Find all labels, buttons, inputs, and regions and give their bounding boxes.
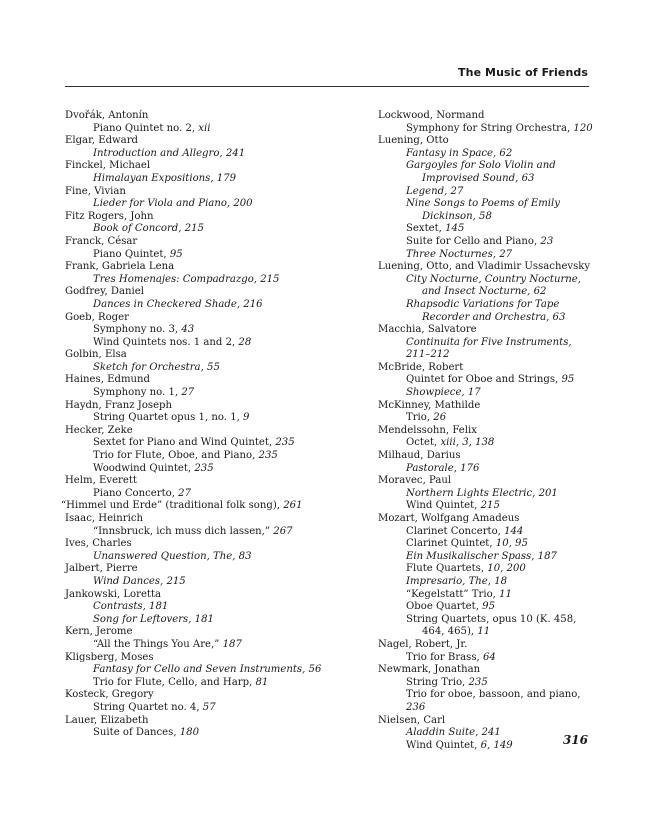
entry-name: Haydn, Franz Joseph [65,399,173,411]
subentry [65,664,325,677]
subentry [378,198,593,223]
entry-heading [378,110,593,123]
work-title: String Quartet no. 4, [93,701,200,713]
index-column-right [378,110,593,752]
entry-name: McBride, Robert [378,361,464,373]
page-ref: 95 [169,248,183,260]
entry-heading [65,374,325,387]
page-ref: 200 [233,198,253,210]
index-entry [65,312,325,350]
index-entry [65,261,325,286]
subentry [378,437,593,450]
work-title: Wind Dances, [93,575,164,587]
subentry [65,614,325,627]
index-entry [65,475,325,500]
page-ref: 215 [184,223,204,235]
entry-heading [65,715,325,728]
subentry [65,299,325,312]
subentry [65,274,325,287]
entry-name: Frank, Gabriela Lena [65,261,175,273]
entry-name: Isaac, Heinrich [65,513,143,524]
subentry [378,500,593,513]
work-title: Piano Quintet, [93,248,167,260]
page-ref: 179 [216,172,237,184]
work-title: Song for Leftovers, [93,613,192,625]
subentry [65,362,325,375]
work-title: String Trio, [406,676,466,688]
subentry [65,123,325,136]
entry-name: Nielsen, Carl [378,714,446,726]
subentry [378,274,593,299]
work-title: Quintet for Oboe and Strings, [406,374,559,386]
index-entry [378,400,593,425]
subentry [65,463,325,476]
index-entry [65,589,325,627]
entry-heading [65,400,325,413]
work-title: Fantasy in Space, [406,147,497,159]
work-title: Introduction and Allegro, [93,147,223,159]
work-title: Tres Homenajes: Compadrazgo, [93,273,257,285]
page-ref: 95 [561,374,575,386]
page-ref: 176 [460,462,480,474]
work-title: Piano Quintet no. 2, [93,122,196,134]
entry-name: Helm, Everett [65,475,137,487]
index-entry [65,374,325,399]
entry-name: Golbin, Elsa [65,349,127,361]
work-title: Fantasy for Cello and Seven Instruments, [93,664,306,676]
work-title: Clarinet Quintet, [406,538,493,550]
work-title: Ein Musikalischer Spass, [406,550,535,562]
subentry [65,387,325,400]
entry-heading [378,639,593,652]
entry-name: Godfrey, Daniel [65,286,144,298]
entry-heading [378,450,593,463]
subentry [378,387,593,400]
page-ref: 62 [499,147,513,159]
page-ref: 58 [479,210,492,222]
page-ref: 215 [480,500,500,512]
work-title: Impresario, The, [406,575,491,587]
index-entry [378,110,593,135]
page-ref: 27 [178,487,191,499]
index-entry [65,160,325,185]
work-title: Trio for Brass, [406,651,480,663]
work-title: Wind Quintet, [406,739,478,751]
subentry [378,186,593,199]
subentry [65,173,325,186]
subentry [65,639,325,652]
entry-name: “Himmel und Erde” (traditional folk song), [61,500,280,512]
entry-name: Lauer, Elizabeth [65,714,149,726]
page-ref: 144 [504,525,524,537]
entry-name: Mozart, Wolfgang Amadeus [378,513,520,524]
page-ref: 215 [166,575,186,587]
entry-name: Fitz Rogers, John [65,210,154,222]
subentry [378,551,593,564]
entry-heading [65,689,325,702]
subentry [378,488,593,501]
entry-name: Haines, Edmund [65,374,150,386]
subentry [378,463,593,476]
work-title: Continuita for Five Instruments, [406,336,572,348]
entry-pages: 261 [283,500,303,512]
subentry [65,450,325,463]
entry-heading [378,664,593,677]
entry-heading [65,626,325,639]
work-title: Book of Concord, [93,223,182,235]
work-title: Sextet for Piano and Wind Quintet, [93,437,273,449]
page-ref: 64 [482,651,496,663]
subentry [65,601,325,614]
subentry [65,337,325,350]
subentry [378,727,593,740]
page-ref: 201 [538,487,558,499]
entry-name: Lockwood, Normand [378,110,485,121]
subentry [378,412,593,425]
work-title: String Quartets, opus 10 (K. 458, 464, 465), [406,613,577,638]
subentry [378,299,593,324]
index-entry [65,349,325,374]
subentry [378,740,593,753]
work-title: City Nocturne, Country Nocturne, and Insect Nocturne, [406,273,581,298]
subentry [378,148,593,161]
page-ref: 235 [468,676,488,688]
entry-name: Hecker, Zeke [65,424,133,436]
subentry [378,223,593,236]
subentry [378,601,593,614]
entry-heading [378,425,593,438]
index-entry [65,286,325,311]
entry-name: Milhaud, Darius [378,450,461,462]
page-ref: 180 [179,727,200,739]
page-ref: 236 [406,701,426,713]
index-entry [65,538,325,563]
work-title: “All the Things You Are,” [93,638,220,650]
work-title: Wind Quintet, [406,500,478,512]
running-head: The Music of Friends [458,66,588,79]
subentry [378,123,593,136]
subentry [378,652,593,665]
page-ref: 10, 200 [487,563,526,575]
index-entry [65,110,325,135]
work-title: Trio for Flute, Cello, and Harp, [93,676,253,688]
page-ref: 43 [181,324,195,336]
work-title: Pastorale, [406,462,457,474]
entry-heading [65,135,325,148]
subentry [65,576,325,589]
entry-name: Kligsberg, Moses [65,651,154,663]
subentry [378,374,593,387]
work-title: String Quartet opus 1, no. 1, [93,412,240,424]
page-ref: 11 [499,588,512,600]
page-number: 316 [562,733,588,747]
work-title: Three Nocturnes, [406,248,497,260]
entry-name: Luening, Otto [378,135,449,147]
work-title: Piano Concerto, [93,487,175,499]
work-title: Clarinet Concerto, [406,525,501,537]
work-title: Woodwind Quintet, [93,462,192,474]
entry-heading [61,500,325,513]
subentry [378,677,593,690]
entry-name: Elgar, Edward [65,135,138,147]
entry-heading [65,110,325,123]
index-entry [378,450,593,475]
index-entry [378,715,593,753]
work-title: Trio for Flute, Oboe, and Piano, [93,450,256,462]
work-title: Sketch for Orchestra, [93,361,204,373]
page-ref: 63 [521,172,535,184]
page-ref: 10, 95 [495,538,528,550]
work-title: Rhapsodic Variations for Tape Recorder and Orchestra, [406,298,560,323]
page-ref: 11 [477,626,491,638]
page-ref: 241 [225,147,246,159]
subentry [65,412,325,425]
entry-name: Macchia, Salvatore [378,324,477,336]
entry-heading [378,135,593,148]
work-title: Northern Lights Electric, [406,487,536,499]
index-entry [378,362,593,400]
page-ref: 62 [533,286,547,298]
work-title: Sextet, [406,223,442,235]
work-title: Symphony no. 3, [93,324,179,336]
subentry [65,677,325,690]
work-title: “Innsbruck, ich muss dich lassen,” [93,525,271,537]
entry-heading [65,312,325,325]
entry-heading [65,538,325,551]
entry-heading [65,589,325,602]
subentry [378,337,593,362]
subentry [378,160,593,185]
subentry [65,437,325,450]
page-ref: 28 [238,336,252,348]
page-ref: xiii, 3, 138 [440,437,495,449]
entry-heading [65,286,325,299]
page-ref: 57 [202,701,216,713]
page-ref: 95 [482,601,495,613]
index-entry [378,135,593,261]
index-entry [65,689,325,714]
page-ref: 17 [467,387,481,399]
work-title: Symphony no. 1, [93,387,179,399]
entry-heading [378,513,593,526]
index-entry [61,500,325,513]
subentry [378,249,593,262]
entry-heading [65,425,325,438]
work-title: Flute Quartets, [406,563,485,575]
page-ref: 267 [273,525,293,537]
index-entry [65,513,325,538]
subentry [378,576,593,589]
subentry [65,148,325,161]
page-ref: 235 [275,437,295,449]
page-ref: 215 [260,273,280,285]
page-ref: 27 [450,185,464,197]
index-entry [65,652,325,690]
entry-heading [378,475,593,488]
page-ref: 83 [238,550,252,562]
entry-name: Franck, César [65,235,138,247]
entry-name: Kosteck, Gregory [65,689,154,701]
entry-name: Dvořák, Antonín [65,110,149,121]
subentry [65,324,325,337]
index-entry [65,186,325,211]
entry-heading [378,362,593,375]
work-title: Wind Quintets nos. 1 and 2, [93,336,236,348]
index-entry [378,261,593,324]
work-title: Legend, [406,185,448,197]
work-title: Aladdin Suite, [406,727,479,739]
entry-name: Moravec, Paul [378,475,452,487]
work-title: Trio, [406,412,431,424]
subentry [65,702,325,715]
subentry [65,488,325,501]
work-title: Showpiece, [406,387,465,399]
page-ref: 63 [552,311,566,323]
subentry [378,538,593,551]
entry-name: Jalbert, Pierre [65,563,138,575]
entry-heading [65,475,325,488]
entry-heading [378,261,593,274]
page-ref: 181 [194,613,214,625]
index-entry [378,664,593,714]
index-entry [65,425,325,475]
index-entry [65,715,325,740]
work-title: Symphony for String Orchestra, [406,122,571,134]
entry-heading [65,160,325,173]
work-title: Dances in Checkered Shade, [93,298,241,310]
index-entry [378,324,593,362]
entry-name: Luening, Otto, and Vladimir Ussachevsky [378,261,591,273]
entry-heading [378,400,593,413]
entry-heading [65,236,325,249]
work-title: Contrasts, [93,601,146,613]
subentry [65,526,325,539]
subentry [65,223,325,236]
page-ref: 81 [255,676,269,688]
subentry [65,198,325,211]
entry-name: Goeb, Roger [65,311,129,323]
index-entry [65,211,325,236]
entry-heading [65,652,325,665]
page-ref: 55 [207,361,220,373]
entry-heading [65,513,325,526]
index-entry [65,626,325,651]
subentry [378,614,593,639]
index-entry [65,236,325,261]
page-ref: 9 [243,412,250,424]
entry-heading [65,563,325,576]
page-ref: 145 [445,223,465,235]
page-ref: 235 [258,450,278,462]
header-rule [65,86,589,87]
subentry [378,589,593,602]
entry-name: Fine, Vivian [65,185,126,197]
subentry [378,689,593,714]
work-title: Himalayan Expositions, [93,172,214,184]
index-entry [65,400,325,425]
entry-heading [65,186,325,199]
page-ref: 211–212 [406,349,450,361]
entry-name: Nagel, Robert, Jr. [378,638,468,650]
page-ref: 18 [494,575,508,587]
index-entry [65,135,325,160]
subentry [378,236,593,249]
work-title: Gargoyles for Solo Violin and Improvised Sound, [406,160,556,184]
entry-name: McKinney, Mathilde [378,399,481,411]
subentry [65,249,325,262]
work-title: Nine Songs to Poems of Emily Dickinson, [406,198,560,222]
page-ref: 235 [194,462,214,474]
page-ref: 120 [573,122,593,134]
page-ref: 27 [499,248,513,260]
work-title: Octet, [406,437,438,449]
index-entry [378,475,593,513]
index-column-left [61,110,325,740]
page-ref: 6, 149 [480,739,513,751]
page-ref: 26 [433,412,447,424]
entry-heading [65,211,325,224]
entry-heading [378,715,593,728]
page-ref: 216 [243,298,263,310]
entry-name: Mendelssohn, Felix [378,424,477,436]
index-entry [378,425,593,450]
page-ref: 27 [181,387,195,399]
entry-heading [65,261,325,274]
index-entry [378,513,593,639]
work-title: Suite of Dances, [93,727,177,739]
work-title: Lieder for Viola and Piano, [93,198,231,210]
entry-name: Jankowski, Loretta [65,588,162,600]
subentry [65,727,325,740]
work-title: Oboe Quartet, [406,601,479,613]
page-ref: 241 [481,727,501,739]
entry-name: Kern, Jerome [65,626,133,638]
work-title: Suite for Cello and Piano, [406,235,538,247]
entry-name: Newmark, Jonathan [378,664,481,676]
page-ref: 181 [149,601,169,613]
page-ref: 187 [537,550,557,562]
page-ref: 56 [308,664,322,676]
page-ref: 187 [222,638,242,650]
entry-heading [378,324,593,337]
entry-name: Finckel, Michael [65,160,151,172]
subentry [378,563,593,576]
entry-name: Ives, Charles [65,538,132,550]
subentry [378,526,593,539]
work-title: Trio for oboe, bassoon, and piano, [406,689,581,701]
page-ref: xii [198,122,211,134]
work-title: “Kegelstatt” Trio, [406,588,496,600]
page-ref: 23 [540,235,554,247]
index-entry [378,639,593,664]
entry-heading [65,349,325,362]
index-entry [65,563,325,588]
subentry [65,551,325,564]
work-title: Unanswered Question, The, [93,550,236,562]
